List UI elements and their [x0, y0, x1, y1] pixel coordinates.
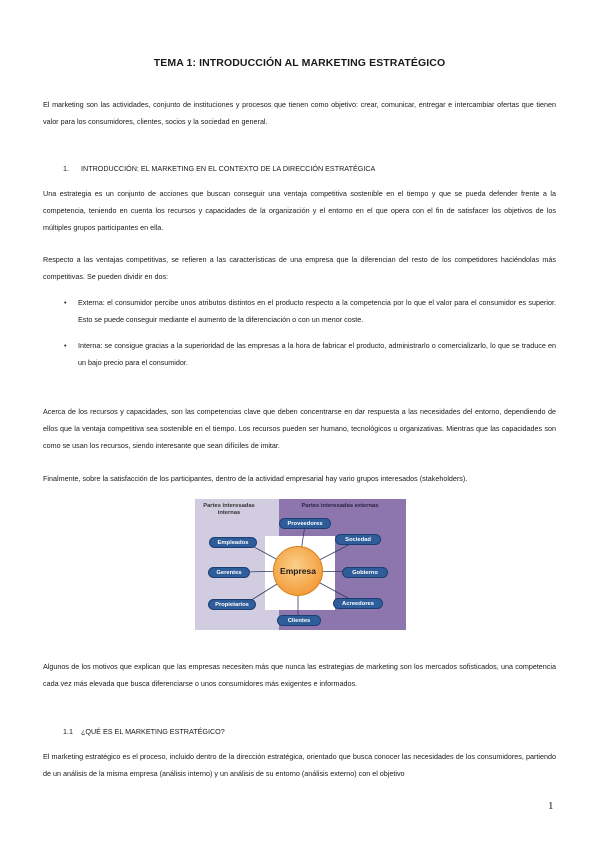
- resources-paragraph: Acerca de los recursos y capacidades, son las competencias clave que deben concentrarse en dar respuesta a las necesidades del entorno, dependiendo de ellos que la ventaja competitiva sea sostenible en el tiempo. Los recursos pueden ser humano, tecnológicos u organizativas. Mientras que las capacidades son como se usan los recursos, siendo interesante que sean difíciles de imitar.: [43, 407, 556, 450]
- external-panel-title: Partes interesadas externas: [301, 503, 379, 509]
- list-item: • Interna: se consigue gracias a la superioridad de las empresas a la hora de fabricar el producto, administrarlo o comercializarlo, lo que se traduce en un bajo precio para el consumidor.: [64, 337, 556, 371]
- section-number: 1.1: [63, 727, 73, 736]
- motives-paragraph: Algunos de los motivos que explican que las empresas necesiten más que nunca las estrategias de marketing son los mercados sofisticados, una competencia cada vez más elevada que busca diferenciarse o unos consumidores más exigentes e informados.: [43, 662, 556, 688]
- internal-panel-title: Partes interesadas internas: [203, 503, 255, 516]
- stakeholders-paragraph: Finalmente, sobre la satisfacción de los participantes, dentro de la actividad empresarial hay vario grupos interesados (stakeholders).: [43, 474, 468, 483]
- section-number: 1.: [63, 164, 69, 173]
- stakeholder-gerentes: Gerentes: [208, 567, 250, 578]
- stakeholders-diagram: [195, 499, 406, 630]
- stakeholder-clientes: Clientes: [277, 615, 321, 626]
- center-empresa: Empresa: [273, 546, 323, 596]
- stakeholder-acreedores: Acreedores: [333, 598, 383, 609]
- bullet-icon: •: [64, 298, 67, 307]
- stakeholder-gobierno: Gobierno: [342, 567, 388, 578]
- stakeholder-sociedad: Sociedad: [335, 534, 381, 545]
- advantages-paragraph: Respecto a las ventajas competitivas, se refieren a las características de una empresa que la diferencian del resto de los competidores haciéndolas más competitivas. Se pueden dividir en dos:: [43, 255, 556, 281]
- stakeholder-proveedores: Proveedores: [279, 518, 331, 529]
- bullet-icon: •: [64, 341, 67, 350]
- strategic-marketing-paragraph: El marketing estratégico es el proceso, incluido dentro de la dirección estratégica, orientado que busca conocer las necesidades de los consumidores, partiendo de un análisis de la misma empresa (análisis interno) y un análisis de su entorno (análisis externo) con el objetivo: [43, 752, 556, 778]
- section-title: INTRODUCCIÓN: EL MARKETING EN EL CONTEXTO DE LA DIRECCIÓN ESTRATÉGICA: [81, 164, 376, 173]
- list-item: • Externa: el consumidor percibe unos atributos distintos en el producto respecto a la competencia por lo que el valor para el consumidor es superior. Esto se puede conseguir mediante el aumento de la diferenciación o con un menor coste.: [64, 294, 556, 328]
- section-heading-1: [63, 163, 375, 175]
- section-heading-1-1: [63, 726, 225, 738]
- page-title: TEMA 1: INTRODUCCIÓN AL MARKETING ESTRATÉGICO: [153, 57, 446, 69]
- strategy-paragraph: Una estrategia es un conjunto de acciones que buscan conseguir una ventaja competitiva sostenible en el tiempo y que se pueda defender frente a la competencia, teniendo en cuenta los recursos y capacidades de la organización y el entorno en el que opera con el fin de satisfacer los objetivos de los múltiples grupos participantes en ella.: [43, 189, 556, 232]
- page-number: 1: [548, 800, 554, 812]
- intro-paragraph: El marketing son las actividades, conjunto de instituciones y procesos que tienen como objetivo: crear, comunicar, entregar e intercambiar ofertas que tienen valor para los consumidores, clientes, socios y la sociedad en general.: [43, 100, 556, 126]
- stakeholder-propietarios: Propietarios: [208, 599, 256, 610]
- section-title: ¿QUÉ ES EL MARKETING ESTRATÉGICO?: [81, 727, 225, 736]
- stakeholder-empleados: Empleados: [209, 537, 257, 548]
